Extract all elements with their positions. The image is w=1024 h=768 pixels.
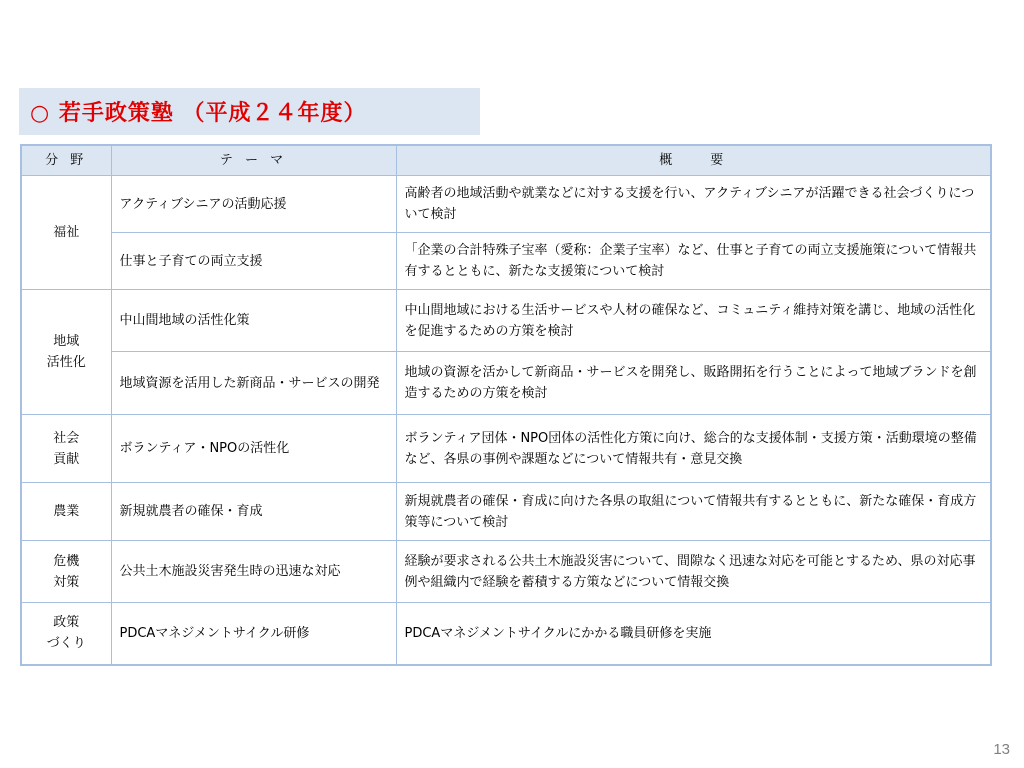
theme-cell: ボランティア・NPOの活性化 bbox=[111, 415, 396, 483]
summary-cell: 地域の資源を活かして新商品・サービスを開発し、販路開拓を行うことによって地域ブランドを創造するための方策を検討 bbox=[396, 352, 991, 415]
table-row bbox=[21, 352, 991, 415]
page-number: 13 bbox=[993, 741, 1010, 758]
theme-cell: PDCAマネジメントサイクル研修 bbox=[111, 603, 396, 665]
field-cell: 政策 づくり bbox=[21, 603, 111, 665]
theme-cell: アクティブシニアの活動応援 bbox=[111, 176, 396, 233]
summary-cell: 経験が要求される公共土木施設災害について、間隙なく迅速な対応を可能とするため、県の対応事例や組織内で経験を蓄積する方策などについて情報交換 bbox=[396, 541, 991, 603]
field-cell: 社会 貢献 bbox=[21, 415, 111, 483]
field-cell: 危機 対策 bbox=[21, 541, 111, 603]
summary-cell: 「企業の合計特殊子宝率（愛称：企業子宝率）など、仕事と子育ての両立支援施策について情報共有するとともに、新たな支援策について検討 bbox=[396, 233, 991, 290]
table-row bbox=[21, 290, 991, 352]
summary-cell: 高齢者の地域活動や就業などに対する支援を行い、アクティブシニアが活躍できる社会づくりについて検討 bbox=[396, 176, 991, 233]
page-title: ○ 若手政策塾 （平成２４年度） bbox=[30, 101, 367, 126]
theme-cell: 中山間地域の活性化策 bbox=[111, 290, 396, 352]
summary-cell: ボランティア団体・NPO団体の活性化方策に向け、総合的な支援体制・支援方策・活動環境の整備など、各県の事例や課題などについて情報共有・意見交換 bbox=[396, 415, 991, 483]
summary-cell: 新規就農者の確保・育成に向けた各県の取組について情報共有するとともに、新たな確保・育成方策等について検討 bbox=[396, 483, 991, 541]
summary-cell: 中山間地域における生活サービスや人材の確保など、コミュニティ維持対策を講じ、地域の活性化を促進するための方策を検討 bbox=[396, 290, 991, 352]
header-theme: テ ー マ bbox=[111, 145, 396, 176]
table-row bbox=[21, 415, 991, 483]
table-header-row bbox=[21, 145, 991, 176]
title-banner bbox=[19, 88, 480, 135]
theme-cell: 新規就農者の確保・育成 bbox=[111, 483, 396, 541]
table-row bbox=[21, 483, 991, 541]
field-cell: 農業 bbox=[21, 483, 111, 541]
theme-cell: 仕事と子育ての両立支援 bbox=[111, 233, 396, 290]
theme-cell: 地域資源を活用した新商品・サービスの開発 bbox=[111, 352, 396, 415]
theme-cell: 公共土木施設災害発生時の迅速な対応 bbox=[111, 541, 396, 603]
policy-table bbox=[20, 144, 992, 666]
field-cell: 福祉 bbox=[21, 176, 111, 290]
table-row bbox=[21, 233, 991, 290]
summary-cell: PDCAマネジメントサイクルにかかる職員研修を実施 bbox=[396, 603, 991, 665]
field-cell: 地域 活性化 bbox=[21, 290, 111, 415]
table-row bbox=[21, 603, 991, 665]
table-row bbox=[21, 541, 991, 603]
table-row bbox=[21, 176, 991, 233]
header-summary: 概 要 bbox=[396, 145, 991, 176]
header-field: 分 野 bbox=[21, 145, 111, 176]
